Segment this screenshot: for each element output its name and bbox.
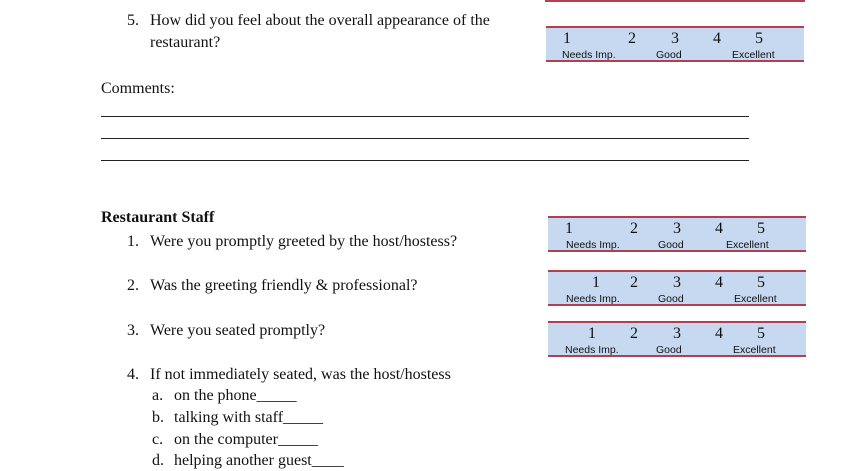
question-text-line2: restaurant? xyxy=(150,34,221,51)
rating-scale-q5[interactable] xyxy=(546,26,804,62)
rating-label-high: Excellent xyxy=(733,344,776,356)
rating-number[interactable]: 1 xyxy=(592,274,600,291)
question-number: 4. xyxy=(127,366,139,383)
rating-label-mid: Good xyxy=(658,293,684,305)
option-letter: d. xyxy=(152,452,164,469)
rating-number[interactable]: 4 xyxy=(715,325,723,342)
rating-label-mid: Good xyxy=(656,344,682,356)
rating-label-low: Needs Imp. xyxy=(562,49,616,61)
question-number: 1. xyxy=(127,233,139,250)
rating-number[interactable]: 5 xyxy=(757,325,765,342)
rating-number[interactable]: 1 xyxy=(565,220,573,237)
question-number: 5. xyxy=(127,12,139,29)
question-3 xyxy=(127,320,547,342)
question-text: Was the greeting friendly & professional? xyxy=(150,277,418,294)
question-text: Were you promptly greeted by the host/hostess? xyxy=(150,233,458,250)
question-2 xyxy=(127,275,547,297)
comment-line[interactable] xyxy=(101,116,749,117)
option-a[interactable] xyxy=(152,385,452,407)
rating-label-high: Excellent xyxy=(726,239,769,251)
question-number: 2. xyxy=(127,277,139,294)
question-text: Were you seated promptly? xyxy=(150,322,326,339)
rating-number[interactable]: 3 xyxy=(673,220,681,237)
rating-number[interactable]: 2 xyxy=(630,325,638,342)
rating-number[interactable]: 5 xyxy=(757,274,765,291)
option-c[interactable] xyxy=(152,429,452,451)
option-text[interactable]: on the computer_____ xyxy=(174,431,318,448)
rating-scale-q1[interactable] xyxy=(548,216,806,252)
rating-number[interactable]: 5 xyxy=(757,220,765,237)
rating-number[interactable]: 5 xyxy=(755,30,763,47)
rating-number[interactable]: 2 xyxy=(630,220,638,237)
option-letter: b. xyxy=(152,409,164,426)
comment-line[interactable] xyxy=(101,160,749,161)
question-4 xyxy=(127,364,547,386)
option-d[interactable] xyxy=(152,450,452,469)
option-letter: a. xyxy=(152,387,164,404)
section-heading: Restaurant Staff xyxy=(101,209,215,226)
rating-number[interactable]: 4 xyxy=(715,274,723,291)
question-5 xyxy=(127,10,547,54)
rating-number[interactable]: 4 xyxy=(715,220,723,237)
rating-number[interactable]: 3 xyxy=(671,30,679,47)
rating-number[interactable]: 3 xyxy=(673,325,681,342)
option-text[interactable]: on the phone_____ xyxy=(174,387,297,404)
rating-number[interactable]: 4 xyxy=(713,30,721,47)
option-letter: c. xyxy=(152,431,164,448)
comments-label: Comments: xyxy=(101,80,175,97)
rating-number[interactable]: 2 xyxy=(628,30,636,47)
rating-label-low: Needs Imp. xyxy=(566,293,620,305)
option-text[interactable]: helping another guest____ xyxy=(174,452,344,469)
rating-label-mid: Good xyxy=(656,49,682,61)
rating-number[interactable]: 3 xyxy=(673,274,681,291)
option-text[interactable]: talking with staff_____ xyxy=(174,409,324,426)
rating-scale-q3[interactable] xyxy=(548,321,806,357)
comment-line[interactable] xyxy=(101,138,749,139)
rating-label-mid: Good xyxy=(658,239,684,251)
option-b[interactable] xyxy=(152,407,452,429)
rating-box-top-border xyxy=(545,0,805,2)
rating-number[interactable]: 2 xyxy=(630,274,638,291)
rating-label-high: Excellent xyxy=(734,293,777,305)
question-text-line1: How did you feel about the overall appearance of the xyxy=(150,12,490,29)
question-number: 3. xyxy=(127,322,139,339)
rating-label-low: Needs Imp. xyxy=(566,239,620,251)
question-text: If not immediately seated, was the host/hostess xyxy=(150,366,451,383)
rating-label-high: Excellent xyxy=(732,49,775,61)
rating-label-low: Needs Imp. xyxy=(565,344,619,356)
rating-scale-q2[interactable] xyxy=(548,270,806,306)
rating-number[interactable]: 1 xyxy=(588,325,596,342)
question-1 xyxy=(127,231,547,253)
rating-number[interactable]: 1 xyxy=(563,30,571,47)
